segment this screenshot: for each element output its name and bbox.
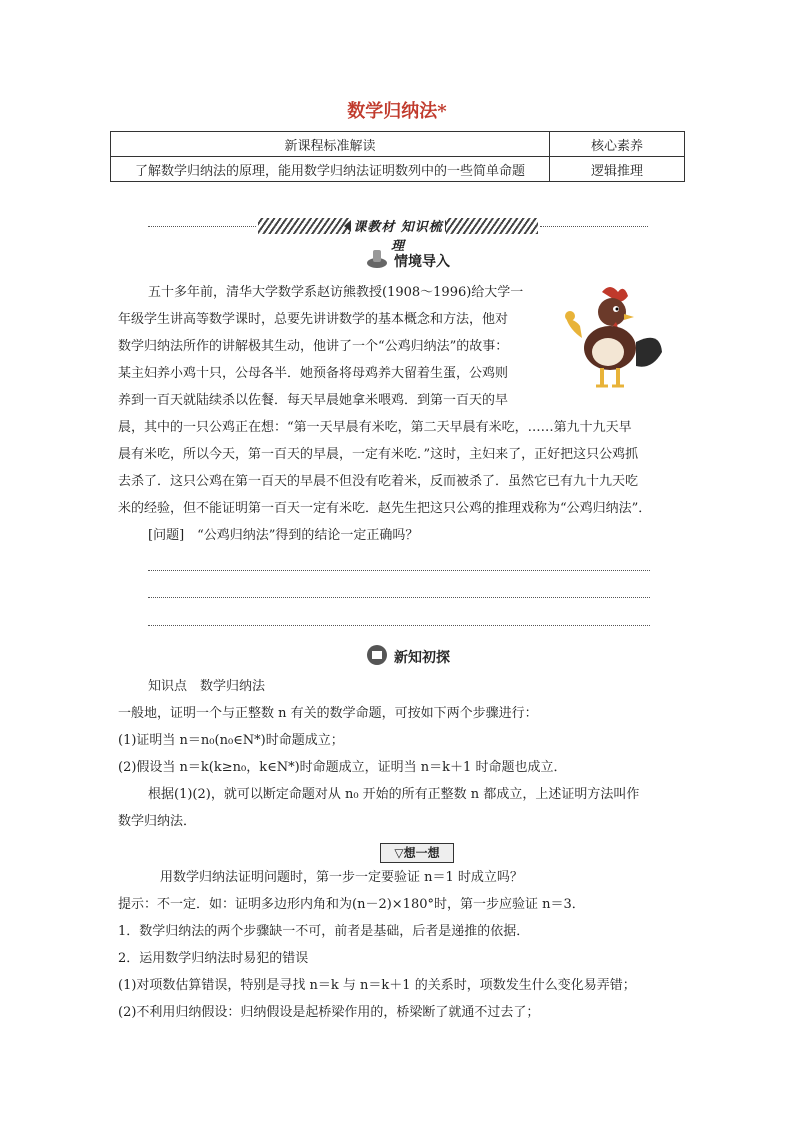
scroll-icon [366, 248, 388, 270]
table-row [111, 157, 685, 182]
section-heading: 新知初探 [394, 650, 450, 666]
banner-stripe [258, 218, 350, 234]
answer-line[interactable] [148, 570, 650, 571]
story-line: 晨，其中的一只公鸡正在想：“第一天早晨有米吃，第二天早晨有米吃，……第九十九天早 [118, 420, 632, 435]
section-banner [148, 214, 648, 254]
story-line: 某主妇养小鸡十只，公母各半．她预备将母鸡养大留着生蛋，公鸡则 [118, 366, 509, 381]
book-icon [366, 644, 388, 666]
table-cell: 逻辑推理 [550, 157, 685, 182]
think-icon: ▽ [394, 846, 404, 860]
story-line: 数学归纳法所作的讲解极其生动，他讲了一个“公鸡归纳法”的故事： [118, 339, 509, 354]
knowledge-step: (1)证明当 n＝n₀(n₀∈N*)时命题成立； [118, 733, 344, 748]
question-text: [问题] “公鸡归纳法”得到的结论一定正确吗？ [148, 528, 419, 543]
think-label [380, 843, 454, 863]
standards-table [110, 131, 685, 182]
knowledge-intro: 一般地，证明一个与正整数 n 有关的数学命题，可按如下两个步骤进行： [118, 706, 538, 721]
table-header: 核心素养 [550, 132, 685, 157]
story-line: 米的经验，但不能证明第一百天一定有米吃．赵先生把这只公鸡的推理戏称为“公鸡归纳法”． [118, 501, 652, 516]
answer-line[interactable] [148, 625, 650, 626]
page-title: 数学归纳法* [347, 101, 447, 122]
story-line: 年级学生讲高等数学课时，总要先讲讲数学的基本概念和方法，他对 [118, 312, 509, 327]
rooster-image [552, 282, 664, 394]
section-heading: 情境导入 [394, 254, 450, 270]
story-line: 晨有米吃，所以今天，第一百天的早晨，一定有米吃．”这时，主妇来了，正好把这只公鸡抓 [118, 447, 639, 462]
table-header: 新课程标准解读 [111, 132, 550, 157]
knowledge-conclusion: 根据(1)(2)，就可以断定命题对从 n₀ 开始的所有正整数 n 都成立，上述证明方法叫作 [148, 787, 640, 802]
table-header-row [111, 132, 685, 157]
story-line: 养到一百天就陆续杀以佐餐．每天早晨她拿米喂鸡．到第一百天的早 [118, 393, 509, 408]
note-item: (1)对项数估算错误，特别是寻找 n＝k 与 n＝k＋1 的关系时，项数发生什么变化易弄错； [118, 978, 636, 993]
note-item: (2)不利用归纳假设：归纳假设是起桥梁作用的，桥梁断了就通不过去了； [118, 1005, 540, 1020]
divider [148, 226, 256, 227]
think-hint: 提示：不一定．如：证明多边形内角和为(n－2)×180°时，第一步应验证 n＝3． [118, 897, 585, 912]
answer-line[interactable] [148, 597, 650, 598]
note-item: 1．数学归纳法的两个步骤缺一不可，前者是基础，后者是递推的依据． [118, 924, 530, 939]
table-cell: 了解数学归纳法的原理，能用数学归纳法证明数列中的一些简单命题 [111, 157, 550, 182]
story-line: 五十多年前，清华大学数学系赵访熊教授(1908～1996)给大学一 [148, 285, 524, 300]
think-label-text: 想一想 [403, 846, 440, 860]
note-item: 2．运用数学归纳法时易犯的错误 [118, 951, 309, 966]
divider [540, 226, 648, 227]
banner-stripe [446, 218, 538, 234]
knowledge-conclusion: 数学归纳法． [118, 814, 197, 829]
arrow-left-icon [344, 220, 351, 232]
banner-label: 课教材 知识梳理 [353, 220, 443, 254]
knowledge-step: (2)假设当 n＝k(k≥n₀，k∈N*)时命题成立，证明当 n＝k＋1 时命题也成立． [118, 760, 567, 775]
think-question: 用数学归纳法证明问题时，第一步一定要验证 n＝1 时成立吗？ [160, 870, 523, 885]
story-line: 去杀了．这只公鸡在第一百天的早晨不但没有吃着米，反而被杀了．虽然它已有九十九天吃 [118, 474, 639, 489]
knowledge-point: 知识点 数学归纳法 [148, 679, 266, 694]
